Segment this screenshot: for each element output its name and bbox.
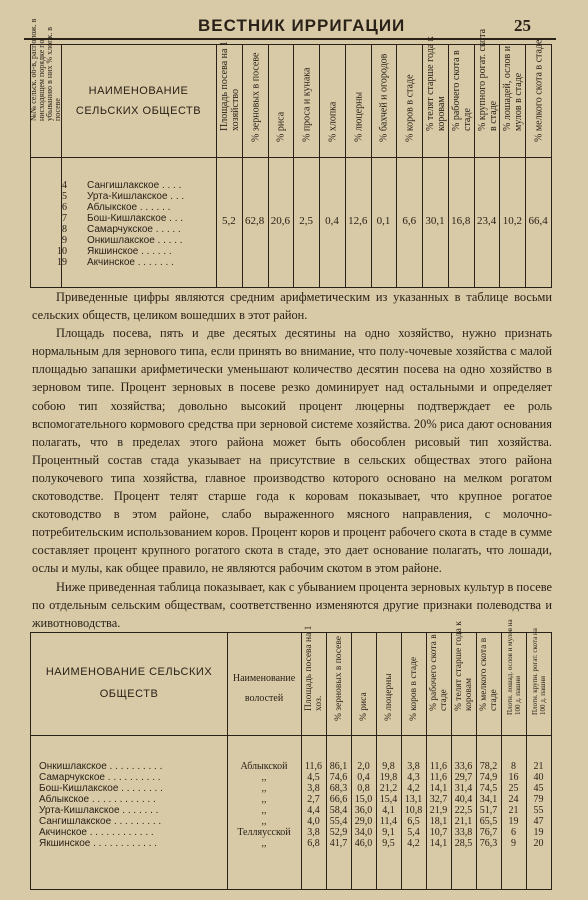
t2-value: 34,1	[479, 794, 498, 805]
t2-value: 4,0	[307, 816, 320, 827]
t2-value: 78,2	[479, 761, 498, 772]
t2-value: 19	[508, 816, 519, 827]
t2-row	[31, 772, 551, 783]
t2-row-volost: ,,	[261, 805, 267, 816]
t1-value: 12,6	[348, 215, 368, 227]
t1-value: 30,1	[425, 215, 445, 227]
t2-value: 3,8	[307, 827, 320, 838]
t2-value: 21,9	[429, 805, 448, 816]
journal-title: ВЕСТНИК ИРРИГАЦИИ	[198, 16, 406, 35]
t2-value: 21,1	[454, 816, 473, 827]
t2-value: 33,8	[454, 827, 473, 838]
t2-value: 0,8	[357, 783, 370, 794]
t2-value: 68,3	[329, 783, 348, 794]
t1-row-number: 5	[62, 191, 67, 202]
t2-row-name: Онкишлакское . . . . . . . . . .	[39, 761, 163, 772]
t2-value: 10,7	[429, 827, 448, 838]
t2-value: 29,0	[354, 816, 373, 827]
t2-row-name: Аблыкское . . . . . . . . . . . .	[39, 794, 156, 805]
t2-value: 5,4	[407, 827, 420, 838]
t1-col-header-text: % зерновых в посеве	[250, 52, 262, 142]
t2-value: 6,5	[407, 816, 420, 827]
t2-value: 0,4	[357, 772, 370, 783]
t2-row-volost: ,,	[261, 838, 267, 849]
t2-value: 11,6	[429, 772, 448, 783]
t2-value: 46,0	[354, 838, 373, 849]
t2-row	[31, 761, 551, 772]
t2-value: 34,0	[354, 827, 373, 838]
t1-row-name: Онкишлакское . . . . .	[87, 235, 183, 246]
page-header	[0, 14, 588, 38]
t2-col-header	[401, 633, 426, 735]
t1-row-name: Акчинское . . . . . . .	[87, 257, 174, 268]
t1-col-header-text: % хлопка	[327, 101, 339, 142]
table-2	[30, 619, 552, 890]
t2-value: 19,8	[379, 772, 398, 783]
t1-row-number: 8	[62, 224, 67, 235]
t2-value: 41,7	[329, 838, 348, 849]
table-2-col-vol: Наименование волостей	[232, 673, 296, 704]
t2-value: 51,7	[479, 805, 498, 816]
t1-row	[31, 180, 551, 191]
body-text	[32, 288, 552, 632]
t1-col-header-text: % мелкого скота в стаде	[533, 39, 545, 142]
t2-value: 24	[508, 794, 519, 805]
t1-row-name: Сангишлакское . . . .	[87, 180, 182, 191]
t2-col-header-text: % коров в стаде	[408, 656, 419, 721]
t2-row-volost: Аблыкской	[240, 761, 288, 772]
t2-value: 2,0	[357, 761, 370, 772]
paragraph-3: Ниже приведенная таблица показывает, как с убыванием процента зерновых культур в посеве по отдельным сельским обществам, соответственно изменяются другие признаки полеводства и животноводства.	[32, 579, 552, 630]
page-number: 25	[514, 16, 531, 35]
t1-row-name: Бош-Кишлакское . . .	[87, 213, 184, 224]
t2-value: 36,0	[354, 805, 373, 816]
t2-value: 10,8	[404, 805, 423, 816]
t1-value: 23,4	[476, 215, 497, 227]
t1-col-header-text: % бахчей и огородов	[378, 53, 390, 142]
t2-value: 74,9	[479, 772, 498, 783]
t2-value: 4,2	[407, 838, 420, 849]
t1-row-number: 19	[57, 257, 67, 268]
t2-row	[31, 805, 551, 816]
t1-row	[31, 202, 551, 213]
t2-value: 15,0	[354, 794, 373, 805]
t1-row-name: Якшинское . . . . . .	[87, 246, 172, 257]
t2-col-header	[351, 633, 376, 735]
t2-value: 4,1	[382, 805, 395, 816]
t1-row	[31, 191, 551, 202]
t2-value: 40,4	[454, 794, 473, 805]
t1-value: 62,8	[245, 215, 265, 227]
t2-value: 22,5	[454, 805, 473, 816]
t2-row	[31, 794, 551, 805]
t2-col-header-text: % риса	[358, 692, 369, 721]
col-header-name: НАИМЕНОВАНИЕ СЕЛЬСКИХ ОБЩЕСТВ	[75, 85, 202, 117]
t2-col-header	[376, 633, 401, 735]
t1-value: 6,6	[402, 215, 417, 227]
t1-value: 0,4	[325, 215, 339, 227]
t2-value: 31,4	[454, 783, 473, 794]
t2-value: 3,8	[407, 761, 420, 772]
t2-value: 14,1	[429, 838, 448, 849]
t2-value: 21	[533, 761, 544, 772]
t2-col-header-text: Площадь посева на 1 хоз.	[303, 625, 324, 711]
table-1-values	[31, 215, 551, 229]
t2-value: 76,7	[479, 827, 498, 838]
t2-value: 74,5	[479, 783, 498, 794]
t2-row-volost: ,,	[261, 783, 267, 794]
t2-value: 9,1	[382, 827, 395, 838]
t2-col-header	[326, 633, 351, 735]
t1-row	[31, 257, 551, 268]
t2-col-header	[301, 625, 326, 735]
t2-col-header-text: % люцерны	[383, 673, 394, 721]
t1-row-name: Урта-Кишлакское . . .	[87, 191, 185, 202]
t2-value: 13,1	[404, 794, 423, 805]
t2-value: 40	[533, 772, 544, 783]
t2-value: 74,6	[329, 772, 348, 783]
t2-value: 8	[511, 761, 516, 772]
t2-value: 19	[533, 827, 544, 838]
t2-value: 14,1	[429, 783, 448, 794]
t1-row-number: 4	[62, 180, 67, 191]
t2-col-header-text: % рабочего скота в стаде	[428, 634, 449, 711]
t1-row	[31, 235, 551, 246]
t2-value: 11,6	[304, 761, 323, 772]
t2-value: 28,5	[454, 838, 473, 849]
t1-value: 10,2	[502, 215, 522, 227]
t2-row-volost: Телляусской	[237, 827, 291, 838]
t2-value: 6,8	[307, 838, 320, 849]
t1-row	[31, 246, 551, 257]
t2-col-header-text: % телят старше года к коровам	[453, 621, 474, 711]
t2-value: 66,6	[329, 794, 348, 805]
t2-value: 79	[533, 794, 544, 805]
t2-row	[31, 838, 551, 849]
t1-col-header-text: % риса	[275, 111, 287, 142]
t2-value: 4,2	[407, 783, 420, 794]
t2-col-header-text: Плотн. лошад. ослов и мулов на 100 д. пашни	[505, 619, 522, 715]
t1-col-header-text: % рабочего скота в стаде	[450, 50, 473, 131]
t2-value: 25	[508, 783, 519, 794]
t2-value: 55	[533, 805, 544, 816]
t1-value: 66,4	[528, 215, 548, 227]
t2-value: 6	[511, 827, 516, 838]
t2-value: 2,7	[307, 794, 320, 805]
t2-value: 58,4	[329, 805, 348, 816]
t2-row-name: Самарчукское . . . . . . . . . .	[39, 772, 161, 783]
t2-value: 21,2	[379, 783, 398, 794]
t2-value: 11,4	[379, 816, 398, 827]
t2-value: 65,5	[479, 816, 498, 827]
t1-row-name: Самарчукское . . . . .	[87, 224, 181, 235]
t2-value: 86,1	[329, 761, 348, 772]
t2-value: 9,5	[382, 838, 395, 849]
t2-col-header	[451, 621, 476, 735]
t2-row	[31, 816, 551, 827]
t2-value: 16	[508, 772, 519, 783]
paragraph-2: Площадь посева, пять и две десятых десятины на одно хозяйство, нужно признать нормальным для зернового типа, если принять во внимание, что полу-чочевые хозяйства с малой площадью запашки арифметически уменьшают количество десятин посева на одно хозяйство в зерновом типе. Процент зерновых в посеве резко доминирует над остальными и определяет собою тип хозяйства; довольно высокий процент люцерны подтверждает ее роль вспомогательного кормового средства при зерновой системе хозяйства. 20% риса дают основания полагать, что в пределах этого района может быть обособлен рисовый тип хозяйства. Процентный состав стада указывает на присутствие в сельских обществах этого района полукочевого типа хозяйства, главное производство которого основано на мелком рогатом скотоводстве. Процент телят старше года к коровам показывает, что крупное рогатое скотоводство в этом районе, слабо выраженного мясного направления, с молочно-потребительским использованием коров. Процент коров и процент рабочего скота в стаде в сумме составляет процент крупного рогатого скота в стаде, это дает основание полагать, что лошади, ослы и мулы, как общее правило, не являются рабочим скотом в этом районе.	[32, 326, 552, 576]
t2-value: 47	[533, 816, 544, 827]
paragraph-1: Приведенные цифры являются средним арифметическим из указанных в таблице восьми сельских обществ, целиком вошедших в этот район.	[32, 290, 552, 323]
t1-row-name: Аблыкское . . . . . .	[87, 202, 171, 213]
t2-value: 4,4	[307, 805, 320, 816]
t2-row-volost: ,,	[261, 772, 267, 783]
t2-row-name: Урта-Кишлакское . . . . . . .	[39, 805, 159, 816]
t2-row-name: Якшинское . . . . . . . . . . . .	[39, 838, 158, 849]
t2-value: 4,3	[407, 772, 420, 783]
t2-value: 52,9	[329, 827, 348, 838]
t1-value: 5,2	[222, 215, 236, 227]
t2-col-header-text: % зерновых в посеве	[333, 636, 344, 721]
t1-col-header-text: % телят старше года к коровам	[425, 36, 448, 131]
t2-value: 45	[533, 783, 544, 794]
t1-col-header-text: % люцерны	[353, 91, 365, 142]
t2-col-header-text: % мелкого скота в стаде	[478, 637, 499, 711]
t2-col-header	[426, 633, 451, 735]
t2-col-header	[501, 619, 526, 735]
t1-col-header-text: % проса и кунака	[301, 67, 313, 142]
t2-value: 21	[508, 805, 519, 816]
t2-value: 18,1	[429, 816, 448, 827]
table-2-col-name: НАИМЕНОВАНИЕ СЕЛЬСКИХ ОБЩЕСТВ	[45, 666, 213, 700]
t1-value: 2,5	[299, 215, 314, 227]
t1-row-number: 6	[62, 202, 67, 213]
t2-row-volost: ,,	[261, 816, 267, 827]
t2-value: 55,4	[329, 816, 348, 827]
col-header-numbers: №№ сельск. об-в, располож. в нисходящем порядке по убыванию в них % хлопк. в посеве	[29, 18, 62, 121]
t2-row-name: Сангишлакское . . . . . . . . .	[39, 816, 162, 827]
t1-value: 0,1	[376, 215, 391, 227]
t2-row-name: Акчинское . . . . . . . . . . . .	[39, 827, 154, 838]
t2-value: 11,6	[429, 761, 448, 772]
t2-col-header	[526, 628, 551, 735]
t2-value: 32,7	[429, 794, 448, 805]
t1-row-number: 7	[62, 213, 67, 224]
t2-value: 4,5	[307, 772, 320, 783]
t2-value: 15,4	[379, 794, 398, 805]
t1-value: 16,8	[451, 215, 471, 227]
t1-col-header-text: Площадь посева на 1 хозяйство	[218, 41, 241, 131]
t1-col-header-text: % коров в стаде	[404, 74, 416, 142]
t1-col-header-text: % крупного рогат. скота в стаде	[476, 28, 499, 131]
t1-col-header-text: % лошадей, ослов и мулов в стаде	[502, 45, 525, 131]
t2-col-header	[476, 633, 501, 735]
table-2-header-rule	[31, 735, 551, 736]
t2-col-header-text: Плотн. крупн. рогат. скота на 100 д. пашни	[530, 628, 547, 715]
t2-value: 9	[511, 838, 516, 849]
t2-value: 76,3	[479, 838, 498, 849]
t2-value: 9,8	[382, 761, 395, 772]
t2-row-name: Бош-Кишлакское . . . . . . . .	[39, 783, 163, 794]
t1-row-number: 9	[62, 235, 67, 246]
t1-row-number: 10	[57, 246, 67, 257]
t2-value: 20	[533, 838, 544, 849]
t2-row-volost: ,,	[261, 794, 267, 805]
t2-value: 3,8	[307, 783, 320, 794]
t1-value: 20,6	[270, 215, 291, 227]
t2-row	[31, 827, 551, 838]
t2-value: 33,6	[454, 761, 473, 772]
t2-value: 29,7	[454, 772, 473, 783]
t2-row	[31, 783, 551, 794]
